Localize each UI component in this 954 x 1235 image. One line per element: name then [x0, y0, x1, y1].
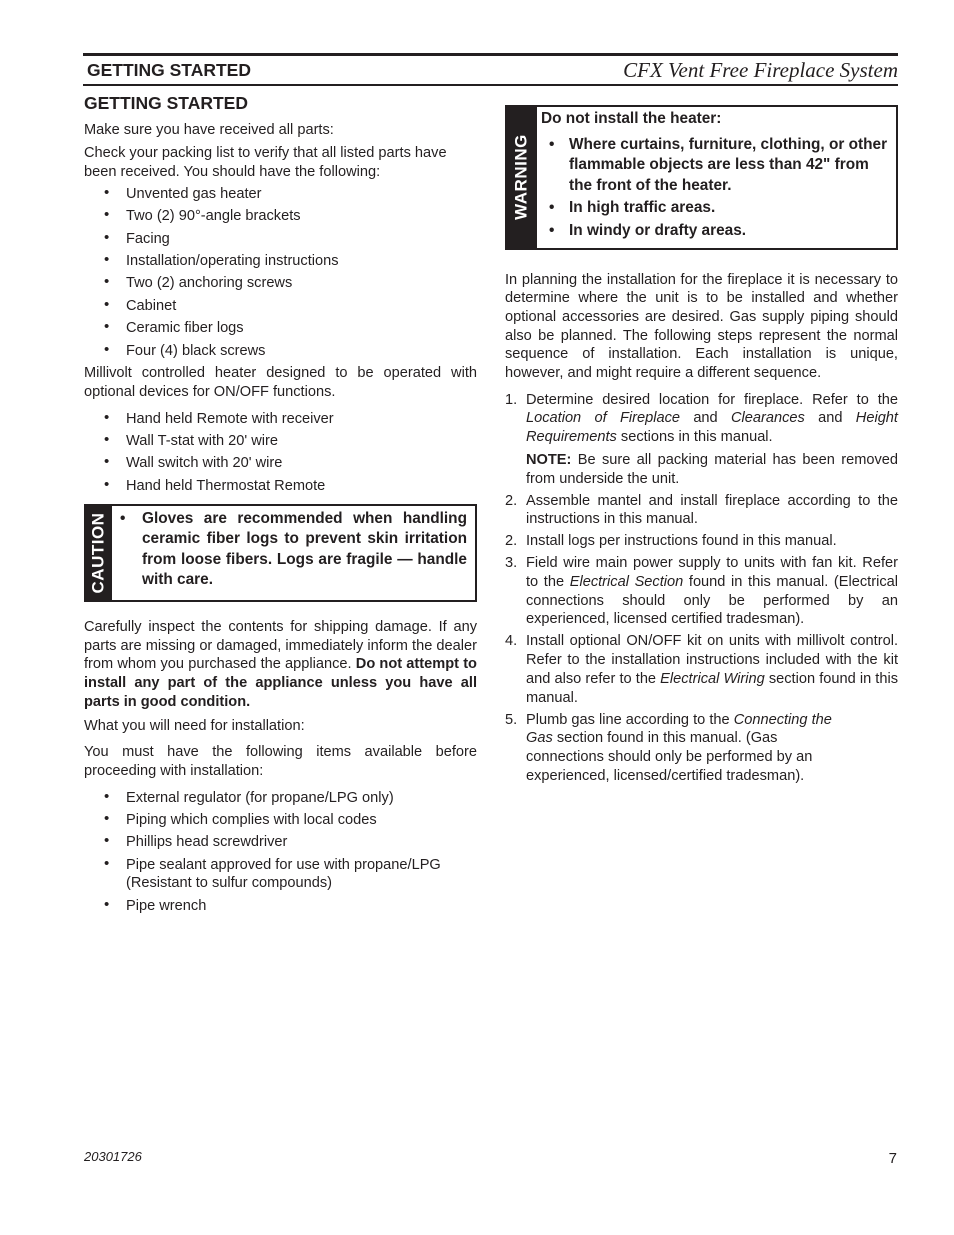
step-number: 2.: [505, 533, 518, 550]
step-text: found in this manual. (Electrical connections should only be performed by an experienced, licensed certified tradesman).: [526, 574, 898, 628]
step-text: section found in this manual.: [526, 670, 899, 706]
list-item: • Hand held Thermostat Remote: [84, 477, 477, 496]
header-bottom-rule: [83, 84, 898, 86]
step-item: [505, 632, 898, 707]
step-note: [526, 451, 898, 488]
warning-body: [537, 107, 896, 248]
step-number: 5.: [505, 711, 518, 728]
step-text: and: [680, 410, 731, 427]
caution-bullet: •: [120, 509, 126, 527]
step-text: Field wire main power supply to units with fan kit. Refer to the: [526, 555, 898, 590]
need-line: What you will need for installation:: [84, 718, 305, 735]
step-number: 4.: [505, 633, 518, 650]
list-item: • Ceramic fiber logs: [84, 319, 477, 338]
inspect-warning-bold: Do not attempt to install any part of the appliance unless you have all parts in good condition.: [84, 656, 477, 710]
list-item: • Facing: [84, 230, 477, 249]
step-ref: Electrical Section: [569, 574, 684, 590]
list-item: • Phillips head screwdriver: [84, 833, 477, 852]
step-ref: Location of Fireplace: [526, 410, 680, 427]
step-text: Install logs per instructions found in this manual.: [526, 533, 837, 550]
step-number: 3.: [505, 555, 518, 572]
note-label: NOTE:: [526, 451, 572, 468]
warning-label: WARNING: [511, 134, 531, 221]
list-item: • Hand held Remote with receiver: [84, 410, 477, 429]
caution-body: [112, 506, 475, 600]
list-item: • Piping which complies with local codes: [84, 811, 477, 830]
list-item: • In windy or drafty areas.: [541, 221, 890, 242]
step-ref: Clearances: [730, 410, 805, 427]
list-item: • Two (2) 90°-angle brackets: [84, 207, 477, 226]
step-ref: Height Requirements: [526, 410, 898, 446]
caution-label: CAUTION: [88, 512, 108, 594]
intro-line: Make sure you have received all parts:: [84, 121, 334, 138]
left-column: [84, 94, 477, 920]
step-text: Plumb gas line according to the: [526, 711, 734, 728]
page-number: 7: [888, 1150, 897, 1167]
step-item: [505, 711, 898, 786]
must-paragraph: You must have the following items available before proceeding with installation:: [84, 744, 477, 779]
list-item: • Unvented gas heater: [84, 185, 477, 204]
list-item: • External regulator (for propane/LPG only): [84, 789, 477, 808]
millivolt-paragraph: Millivolt controlled heater designed to be operated with optional devices for ON/OFF functions.: [84, 365, 477, 400]
planning-paragraph: In planning the installation for the fireplace it is necessary to determine where the unit is to be installed and whether optional accessories are desired. Gas supply piping should also be planned. The following steps represent the normal sequence of installation. Each installation is unique, however, and might require a different sequence.: [505, 271, 898, 382]
list-item: • Installation/operating instructions: [84, 252, 477, 271]
step-ref: Connecting the Gas: [526, 711, 832, 747]
right-column: [505, 105, 898, 789]
inspect-paragraph: [84, 618, 477, 712]
options-list: [84, 410, 477, 496]
warning-box: [505, 105, 898, 250]
step-text: Install optional ON/OFF kit on units with millivolt control. Refer to the installation instructions included with the kit and also refer to the: [526, 633, 898, 687]
list-item: • Cabinet: [84, 297, 477, 316]
note-text: Be sure all packing material has been removed from underside the unit.: [526, 451, 898, 487]
step-text: and: [804, 410, 856, 427]
step-text: sections in this manual.: [616, 429, 773, 446]
step-text: section found in this manual. (Gas connections should only be performed by an experienced, licensed/certified tradesman).: [526, 730, 813, 784]
list-item: • Pipe wrench: [84, 897, 477, 916]
header-section-title: GETTING STARTED: [87, 60, 251, 80]
step-item: [505, 554, 898, 629]
section-heading: GETTING STARTED: [84, 93, 248, 113]
step-ref: Electrical Wiring: [660, 670, 765, 687]
step-item: [505, 532, 898, 551]
list-item: • In high traffic areas.: [541, 198, 890, 219]
step-text: Assemble mantel and install fireplace according to the instructions in this manual.: [526, 492, 898, 528]
caution-label-bar: [86, 506, 112, 600]
step-text: Determine desired location for fireplace. Refer to the: [526, 391, 898, 408]
caution-box: [84, 504, 477, 602]
step-number: 2.: [505, 492, 518, 509]
warning-list: [541, 135, 890, 242]
parts-list: [84, 185, 477, 360]
step-item: [505, 492, 898, 529]
list-item: • Four (4) black screws: [84, 342, 477, 361]
step-item: [505, 391, 898, 489]
step-number: 1.: [505, 391, 518, 408]
list-item: • Where curtains, furniture, clothing, or other flammable objects are less than 42" from the front of the heater.: [541, 135, 890, 197]
header-top-rule: [83, 53, 898, 56]
warning-title: Do not install the heater:: [541, 110, 722, 127]
warning-label-bar: [507, 107, 537, 248]
list-item: • Pipe sealant approved for use with propane/LPG (Resistant to sulfur compounds): [84, 856, 477, 893]
list-item: • Two (2) anchoring screws: [84, 274, 477, 293]
tools-list: [84, 789, 477, 916]
inspect-text: Carefully inspect the contents for shipping damage. If any parts are missing or damaged, immediately inform the dealer from whom you purchased the appliance.: [84, 618, 477, 673]
header-product-title: CFX Vent Free Fireplace System: [623, 58, 898, 82]
list-item: • Wall switch with 20' wire: [84, 454, 477, 473]
list-item: • Wall T-stat with 20' wire: [84, 432, 477, 451]
document-code: 20301726: [84, 1149, 142, 1164]
installation-steps: [505, 391, 898, 786]
intro-paragraph: Check your packing list to verify that all listed parts have been received. You should have the following:: [84, 145, 447, 181]
caution-text: Gloves are recommended when handling ceramic fiber logs to prevent skin irritation from loose fibers. Logs are fragile — handle with care.: [142, 509, 467, 589]
